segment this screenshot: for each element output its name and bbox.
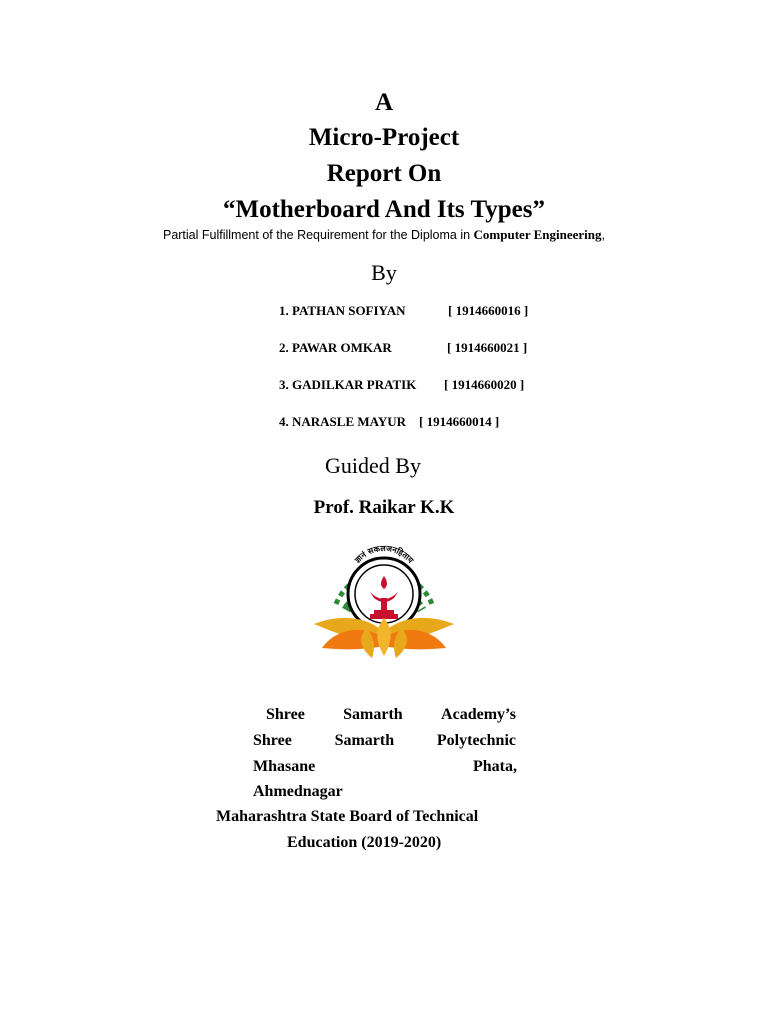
member-id: [ 1914660020 ] (444, 377, 525, 392)
member-row (279, 377, 559, 393)
subtitle-prefix: Partial Fulfillment of the Requirement for the Diploma in (162, 228, 474, 242)
institution-line-1 (266, 705, 516, 725)
subtitle-suffix: , (601, 228, 605, 242)
member-id: [ 1914660014 ] (419, 414, 500, 429)
institution-word: Shree (266, 706, 305, 723)
member-name: 3. GADILKAR PRATIK (279, 377, 417, 392)
institution-logo (306, 532, 462, 666)
institution-line-3 (253, 757, 517, 777)
by-label: By (371, 260, 397, 285)
member-id: [ 1914660016 ] (448, 303, 529, 318)
member-name: 1. PATHAN SOFIYAN (279, 303, 406, 318)
guide-name: Prof. Raikar K.K (313, 497, 455, 518)
title-topic: “Motherboard And Its Types” (222, 196, 546, 223)
guided-by-label: Guided By (325, 453, 421, 478)
institution-line-5: Maharashtra State Board of Technical (216, 808, 479, 825)
institution-word: Shree (253, 732, 292, 749)
institution-word: Mhasane (253, 758, 316, 775)
logo-emblem-icon (306, 532, 462, 666)
member-row (279, 303, 559, 319)
member-name: 2. PAWAR OMKAR (279, 340, 392, 355)
subtitle-bold: Computer Engineering (473, 227, 602, 242)
institution-line-6: Education (2019-2020) (287, 834, 442, 851)
member-row (279, 340, 559, 356)
institution-line-2 (253, 731, 516, 751)
institution-word: Samarth (343, 706, 403, 723)
institution-word: Samarth (334, 732, 395, 749)
title-micro-project: Micro-Project (308, 124, 460, 151)
member-name: 4. NARASLE MAYUR (279, 414, 407, 429)
institution-word: Phata, (473, 758, 517, 775)
institution-line-4: Ahmednagar (253, 783, 343, 800)
logo-motto: ज्ञानं सकलजनहिताय (352, 543, 416, 565)
institution-word: Academy’s (441, 706, 516, 723)
title-a: A (374, 89, 394, 116)
subtitle (0, 227, 768, 243)
member-id: [ 1914660021 ] (447, 340, 528, 355)
title-report-on: Report On (326, 160, 442, 187)
institution-word: Polytechnic (436, 732, 516, 749)
member-row (279, 414, 559, 430)
